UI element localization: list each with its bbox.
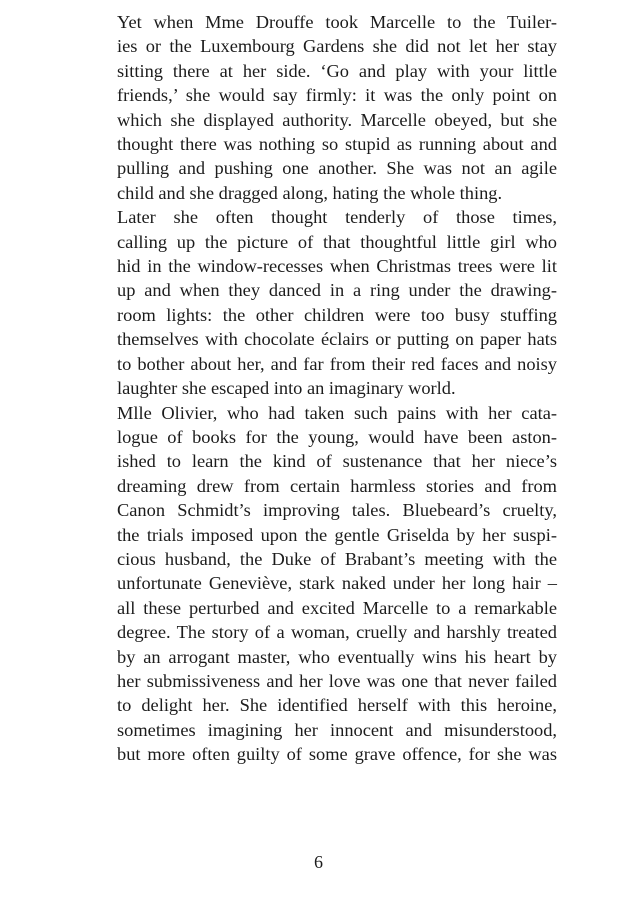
text-line: but more often guilty of some grave offence, for she was xyxy=(117,744,557,765)
text-line: ished to learn the kind of sustenance that her niece’s xyxy=(117,451,557,472)
paragraph-3 xyxy=(87,401,557,767)
text-line: Yet when Mme Drouffe took Marcelle to the Tuiler- xyxy=(117,12,557,32)
text-line: logue of books for the young, would have been aston- xyxy=(117,426,557,447)
text-line: Mlle Olivier, who had taken such pains with her cata- xyxy=(117,402,557,423)
text-line: Canon Schmidt’s improving tales. Bluebeard’s cruelty, xyxy=(117,500,557,521)
text-line: thought there was nothing so stupid as running about and xyxy=(117,134,557,155)
page-body xyxy=(87,10,557,767)
page-number: 6 xyxy=(314,852,323,872)
text-line: pulling and pushing one another. She was not an agile xyxy=(117,158,557,179)
text-line: friends,’ she would say firmly: it was the only point on xyxy=(117,85,557,106)
text-line: unfortunate Geneviève, stark naked under her long hair – xyxy=(117,573,557,594)
text-line: ies or the Luxembourg Gardens she did not let her stay xyxy=(117,36,557,57)
text-line: sometimes imagining her innocent and misunderstood, xyxy=(117,719,557,740)
text-line: up and when they danced in a ring under the drawing- xyxy=(117,280,557,301)
text-line: cious husband, the Duke of Brabant’s meeting with the xyxy=(117,548,557,569)
text-line: themselves with chocolate éclairs or putting on paper hats xyxy=(117,329,557,350)
text-line: by an arrogant master, who eventually wins his heart by xyxy=(117,646,557,667)
text-line: dreaming drew from certain harmless stories and from xyxy=(117,475,557,496)
text-line: room lights: the other children were too busy stuffing xyxy=(117,304,557,325)
paragraph-1 xyxy=(87,10,557,205)
text-line: to delight her. She identified herself with this heroine, xyxy=(117,695,557,716)
text-line: her submissiveness and her love was one that never failed xyxy=(117,670,557,691)
text-line: laughter she escaped into an imaginary world. xyxy=(117,378,456,399)
text-line: to bother about her, and far from their red faces and noisy xyxy=(117,353,557,374)
text-line: which she displayed authority. Marcelle obeyed, but she xyxy=(117,109,557,130)
paragraph-2 xyxy=(87,205,557,400)
text-line: hid in the window-recesses when Christmas trees were lit xyxy=(117,256,557,277)
text-line: all these perturbed and excited Marcelle to a remarkable xyxy=(117,597,557,618)
text-line: sitting there at her side. ‘Go and play with your little xyxy=(117,60,557,81)
text-line: child and she dragged along, hating the whole thing. xyxy=(117,182,503,203)
text-line: calling up the picture of that thoughtful little girl who xyxy=(117,231,557,252)
text-line: the trials imposed upon the gentle Griselda by her suspi- xyxy=(117,524,557,545)
text-line: Later she often thought tenderly of those times, xyxy=(117,207,557,228)
text-line: degree. The story of a woman, cruelly and harshly treated xyxy=(117,622,557,643)
